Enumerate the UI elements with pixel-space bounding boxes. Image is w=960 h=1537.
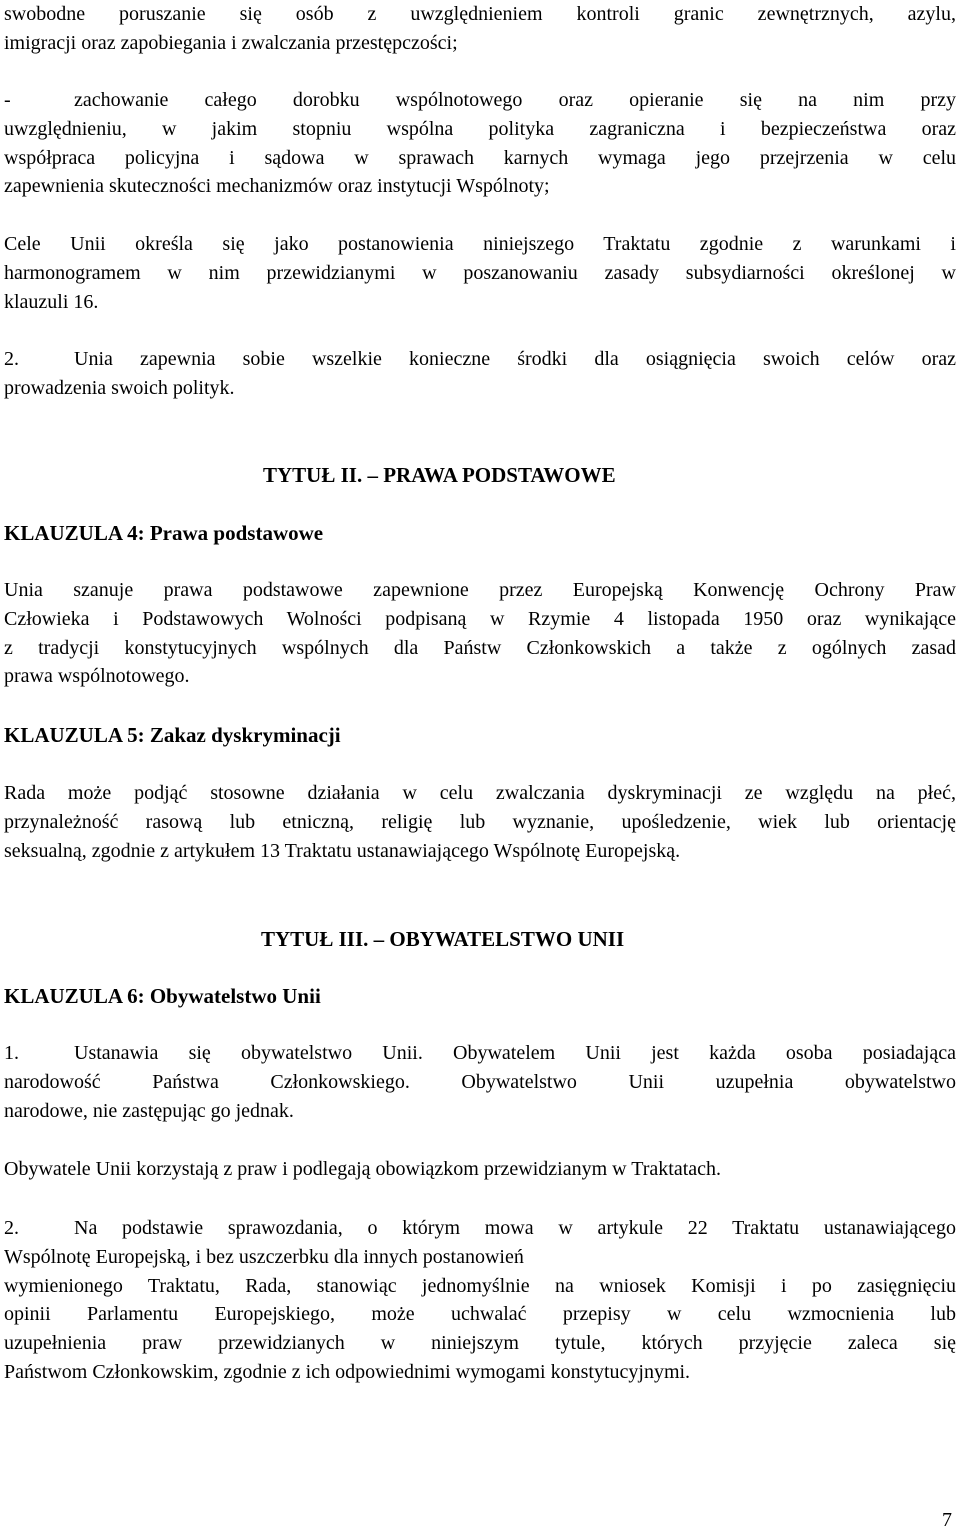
text-line: zachowanie całego dorobku wspólnotowego oraz opieranie się na nim przy	[74, 89, 956, 111]
text-line: swobodne poruszanie się osób z uwzględnieniem kontroli granic zewnętrznych, azylu,	[4, 3, 956, 25]
text-line: wymienionego Traktatu, Rada, stanowiąc jednomyślnie na wniosek Komisji i po zasięgnięciu	[4, 1274, 956, 1297]
text-line: Państwom Członkowskim, zgodnie z ich odpowiednimi wymogami konstytucyjnymi.	[4, 1360, 691, 1383]
text-line: imigracji oraz zapobiegania i zwalczania przestępczości;	[4, 31, 458, 54]
text-line: Ustanawia się obywatelstwo Unii. Obywatelem Unii jest każda osoba posiadająca	[74, 1042, 956, 1064]
text-line: seksualną, zgodnie z artykułem 13 Traktatu ustanawiającego Wspólnotę Europejską.	[4, 839, 681, 862]
text-line: prowadzenia swoich polityk.	[4, 376, 235, 399]
text-line-with-number	[4, 1214, 956, 1243]
paragraph-acquis-item	[4, 86, 956, 201]
clause-6-item-1	[4, 1039, 956, 1125]
text-line: z tradycji konstytucyjnych wspólnych dla Państw Członkowskich a także z ogólnych zasad	[4, 636, 956, 659]
text-line: prawa wspólnotowego.	[4, 665, 190, 688]
text-line: narodowe, nie zastępując go jednak.	[4, 1099, 294, 1122]
text-line: Unia zapewnia sobie wszelkie konieczne środki dla osiągnięcia swoich celów oraz	[74, 348, 956, 370]
text-line: uwzględnieniu, w jakim stopniu wspólna polityka zagraniczna i bezpieczeństwa oraz	[4, 117, 956, 140]
text-line: przynależność rasową lub etniczną, religię lub wyznanie, upośledzenie, wiek lub orientację	[4, 810, 956, 833]
title-ii-heading: TYTUŁ II. – PRAWA PODSTAWOWE	[263, 463, 616, 487]
text-line: Na podstawie sprawozdania, o którym mowa w artykule 22 Traktatu ustanawiającego	[74, 1217, 956, 1239]
text-line: Obywatele Unii korzystają z praw i podlegają obowiązkom przewidzianym w Traktatach.	[4, 1158, 722, 1180]
text-line-with-number	[4, 345, 956, 374]
text-line: opinii Parlamentu Europejskiego, może uchwalać przepisy w celu wzmocnienia lub	[4, 1303, 956, 1326]
text-line-with-number	[4, 1039, 956, 1068]
text-line: harmonogramem w nim przewidzianymi w poszanowaniu zasady subsydiarności określonej w	[4, 261, 956, 284]
text-line: Rada może podjąć stosowne działania w celu zwalczania dyskryminacji ze względu na płeć,	[4, 782, 956, 804]
text-line: klauzuli 16.	[4, 290, 99, 313]
clause-5-body	[4, 779, 956, 865]
item-number: 1.	[4, 1042, 19, 1064]
clause-6-heading: KLAUZULA 6: Obywatelstwo Unii	[4, 984, 321, 1008]
text-line: narodowość Państwa Członkowskiego. Obywatelstwo Unii uzupełnia obywatelstwo	[4, 1070, 956, 1093]
paragraph-means	[4, 345, 956, 403]
paragraph-freedom-of-movement	[4, 0, 956, 58]
text-line: Człowieka i Podstawowych Wolności podpisaną w Rzymie 4 listopada 1950 oraz wynikające	[4, 607, 956, 630]
page-number: 7	[942, 1509, 952, 1531]
clause-4-heading: KLAUZULA 4: Prawa podstawowe	[4, 521, 324, 545]
text-line: zapewnienia skuteczności mechanizmów oraz instytucji Wspólnoty;	[4, 175, 550, 198]
clause-6-citizens-paragraph	[4, 1155, 956, 1184]
text-line: współpraca policyjna i sądowa w sprawach karnych wymaga jego przejrzenia w celu	[4, 146, 956, 169]
text-line-with-marker	[4, 86, 956, 115]
text-line: Unia szanuje prawa podstawowe zapewnione przez Europejską Konwencję Ochrony Praw	[4, 579, 956, 601]
clause-5-heading: KLAUZULA 5: Zakaz dyskryminacji	[4, 723, 341, 747]
clause-6-item-2	[4, 1214, 956, 1387]
paragraph-union-objectives	[4, 230, 956, 316]
title-iii-heading: TYTUŁ III. – OBYWATELSTWO UNII	[261, 927, 625, 951]
text-line: uzupełnienia praw przewidzianych w niniejszym tytule, których przyjęcie zaleca się	[4, 1332, 956, 1355]
dash-marker: -	[4, 89, 11, 111]
item-number: 2.	[4, 1217, 19, 1239]
item-number: 2.	[4, 348, 19, 370]
text-line: Wspólnotę Europejską, i bez uszczerbku dla innych postanowień	[4, 1245, 524, 1268]
text-line: Cele Unii określa się jako postanowienia niniejszego Traktatu zgodnie z warunkami i	[4, 233, 956, 255]
clause-4-body	[4, 576, 956, 691]
